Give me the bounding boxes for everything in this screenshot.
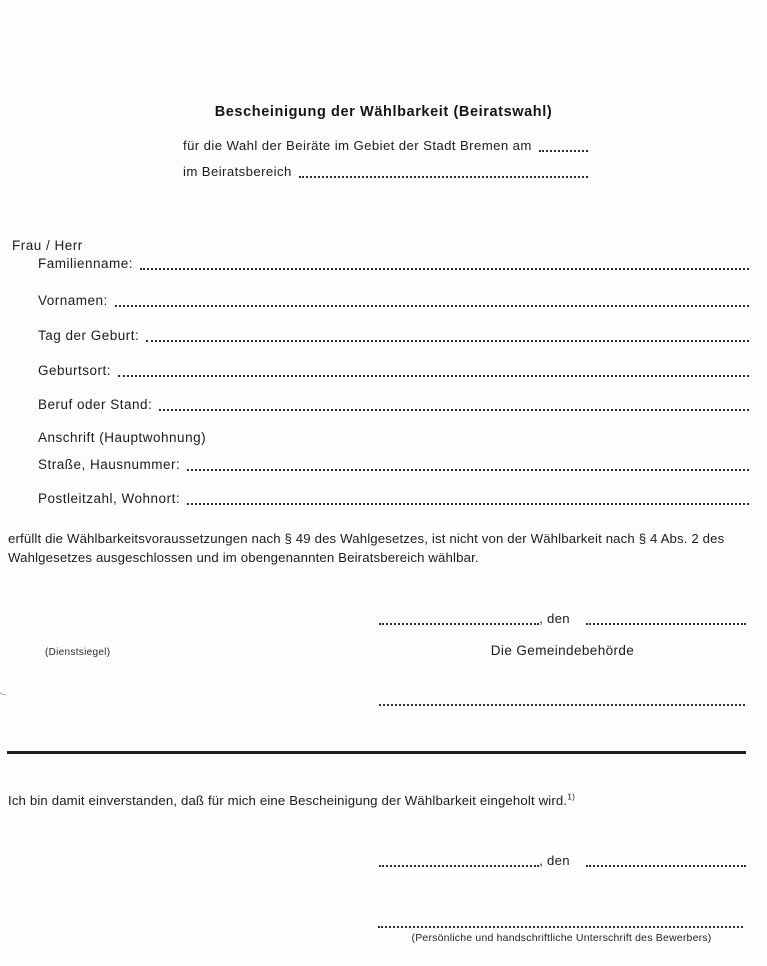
footnote-marker: 1) [567, 791, 576, 802]
field-label: Vornamen: [38, 293, 108, 308]
blank-line-place [379, 611, 539, 625]
blank-line [146, 328, 749, 342]
blank-line-place [379, 853, 539, 867]
blank-line-beiratsbereich [299, 164, 588, 178]
subtitle-election-text: für die Wahl der Beiräte im Gebiet der Stadt Bremen am [183, 138, 532, 153]
blank-line-date [586, 853, 746, 867]
date-separator: , den [539, 853, 570, 868]
blank-line-election-date [539, 138, 588, 152]
field-label: Straße, Hausnummer: [38, 457, 181, 472]
subtitle-district-text: im Beiratsbereich [183, 164, 292, 179]
blank-line [187, 457, 749, 471]
blank-line [140, 256, 749, 270]
signature-caption: (Persönliche und handschriftliche Unterschrift des Bewerbers) [411, 932, 712, 944]
salutation-label: Frau / Herr [12, 238, 83, 253]
field-label: Tag der Geburt: [38, 328, 140, 343]
form-field-tag-der-geburt [38, 328, 749, 344]
form-field-geburtsort [38, 363, 749, 379]
form-field-familienname [38, 256, 749, 272]
form-title: Bescheinigung der Wählbarkeit (Beiratswahl) [214, 104, 553, 120]
field-label: Postleitzahl, Wohnort: [38, 491, 181, 506]
authority-place-date-line [379, 611, 746, 627]
address-section-heading [38, 430, 749, 446]
consent-statement [8, 793, 738, 808]
section-divider [7, 751, 746, 754]
blank-line [187, 491, 749, 505]
date-separator: , den [539, 611, 570, 626]
subtitle-line-election [183, 138, 588, 154]
field-label: Familienname: [38, 256, 134, 271]
form-field-vornamen [38, 293, 749, 309]
blank-line-date [586, 611, 746, 625]
authority-label: Die Gemeindebehörde [490, 643, 635, 658]
field-label: Geburtsort: [38, 363, 112, 378]
form-field-beruf-oder-stand [38, 397, 749, 413]
field-label: Beruf oder Stand: [38, 397, 153, 412]
form-field-strasse-hausnummer [38, 457, 749, 473]
consent-text: Ich bin damit einverstanden, daß für mich eine Bescheinigung der Wählbarkeit eingeholt wird. [8, 793, 568, 808]
authority-signature-line [379, 704, 745, 706]
applicant-place-date-line [379, 853, 746, 869]
blank-line [115, 293, 749, 307]
scan-artifact [0, 676, 8, 696]
blank-line [118, 363, 749, 377]
applicant-signature-line [378, 926, 743, 928]
blank-line [159, 397, 749, 411]
subtitle-line-district [183, 164, 588, 180]
field-label: Anschrift (Hauptwohnung) [38, 430, 207, 445]
official-seal-label: (Dienstsiegel) [45, 647, 111, 658]
form-field-postleitzahl-wohnort [38, 491, 749, 507]
eligibility-statement: erfüllt die Wählbarkeitsvoraussetzungen nach § 49 des Wahlgesetzes, ist nicht von der Wählbarkeit nach § 4 Abs. 2 des Wahlgesetzes ausgeschlossen und im obengenannten Beiratsbereich wählbar. [8, 531, 725, 565]
